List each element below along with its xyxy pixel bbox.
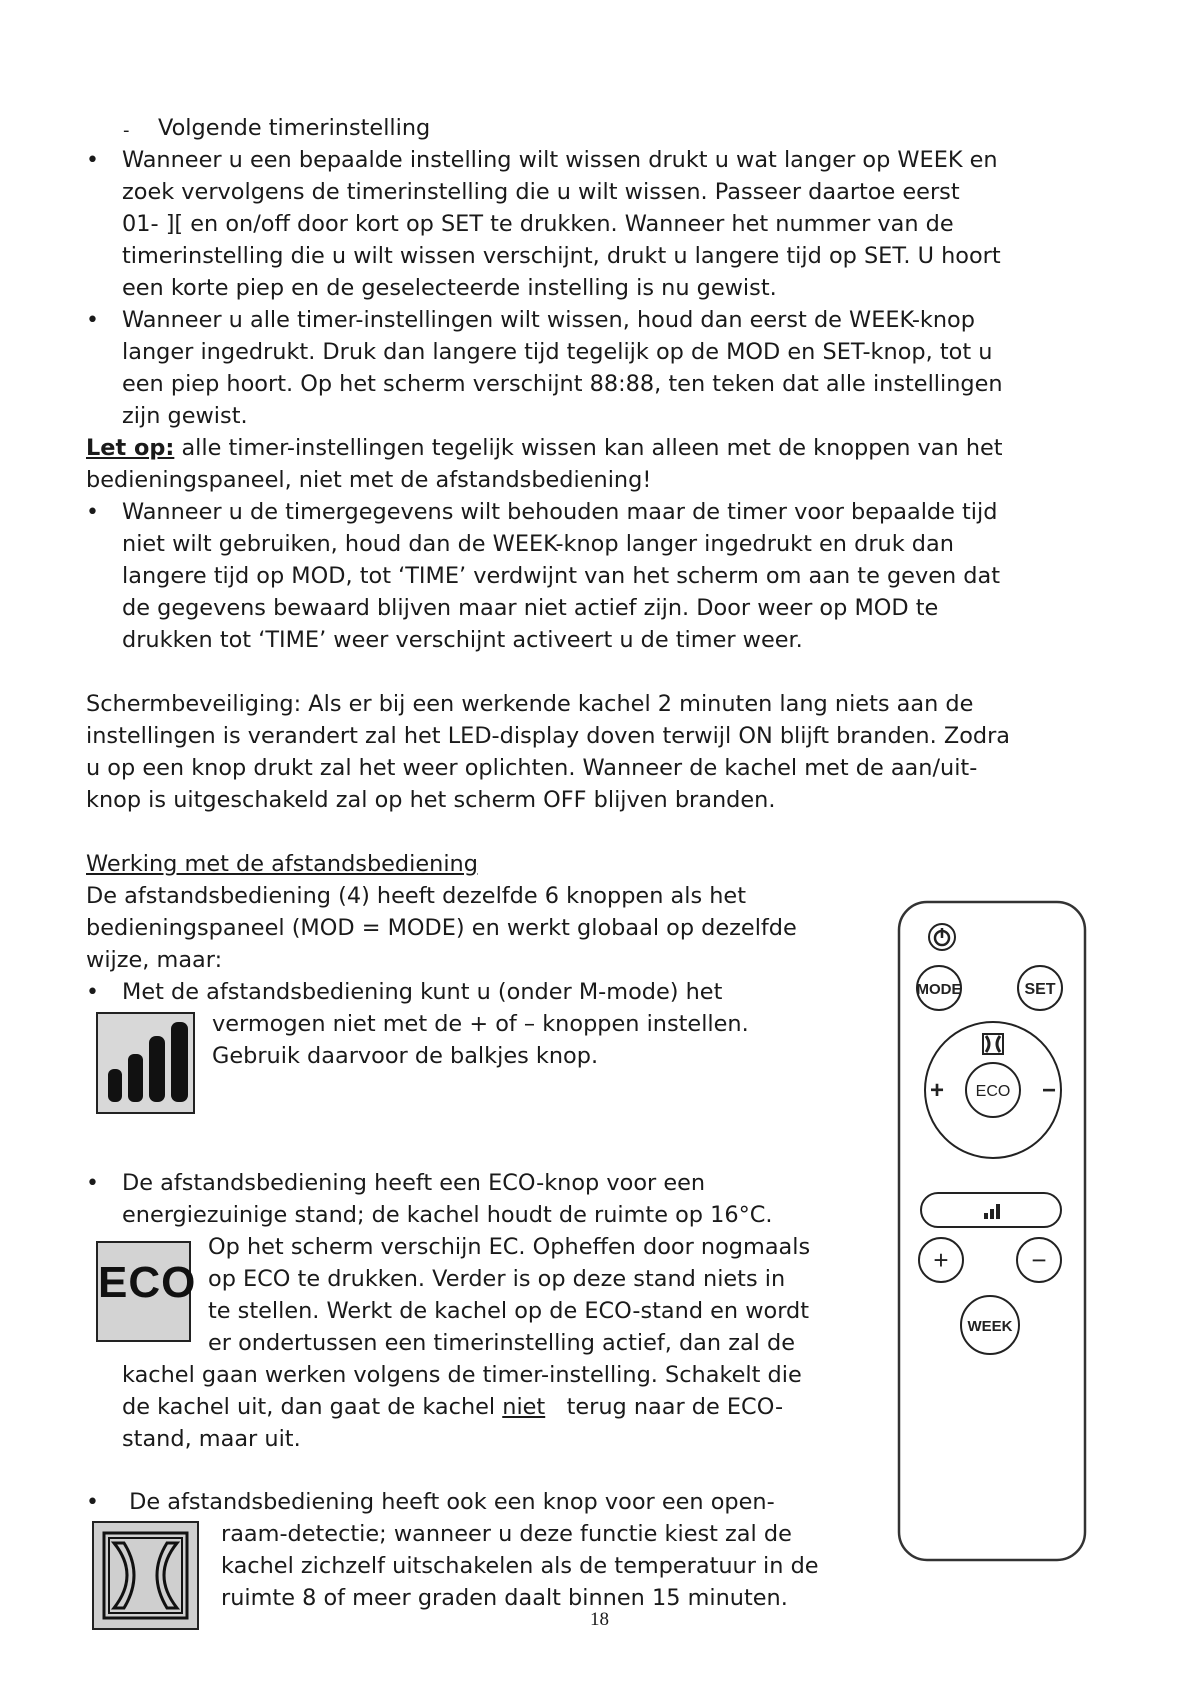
eco-item-line xyxy=(122,1392,783,1424)
screensaver-line: Schermbeveiliging: Als er bij een werkende kachel 2 minuten lang niets aan de xyxy=(86,691,974,717)
remote-mode-label: MODE xyxy=(916,981,962,998)
remote-minus-label: − xyxy=(1031,1245,1047,1275)
page-number: 18 xyxy=(590,1609,609,1630)
bullet-marker: • xyxy=(86,1490,99,1515)
bullet1-line: 01- ][ en on/off door kort op SET te drukken. Wanneer het nummer van de xyxy=(122,211,954,237)
window-item-line: kachel zichzelf uitschakelen als de temperatuur in de xyxy=(221,1553,819,1579)
screensaver-line: knop is uitgeschakeld zal op het scherm OFF blijven branden. xyxy=(86,787,776,813)
eco-item-emphasis: niet xyxy=(502,1394,546,1420)
dash-marker: - xyxy=(123,120,130,141)
bullet-marker: • xyxy=(86,308,99,333)
remote-intro-line: De afstandsbediening (4) heeft dezelfde 6 knoppen als het xyxy=(86,883,746,909)
remote-ring-minus-label: − xyxy=(1041,1077,1057,1104)
remote-eco-label: ECO xyxy=(975,1083,1011,1100)
note-label: Let op: xyxy=(86,435,175,461)
power-bars-icon xyxy=(96,1012,195,1114)
eco-item-line: stand, maar uit. xyxy=(122,1426,301,1452)
remote-mode-button xyxy=(917,966,962,1010)
note-text: alle timer-instellingen tegelijk wissen kan alleen met de knoppen van het xyxy=(174,435,1003,461)
bullet3-line: drukken tot ‘TIME’ weer verschijnt activeert u de timer weer. xyxy=(122,627,803,653)
bullet1-line: zoek vervolgens de timerinstelling die u wilt wissen. Passeer daartoe eerst xyxy=(122,179,960,205)
remote-set-label: SET xyxy=(1024,981,1056,998)
eco-item-line: De afstandsbediening heeft een ECO-knop voor een xyxy=(122,1170,706,1196)
eco-item-line: kachel gaan werken volgens de timer-instelling. Schakelt die xyxy=(122,1362,802,1388)
remote-minus-button xyxy=(1017,1238,1061,1282)
bullet3-line: Wanneer u de timergegevens wilt behouden maar de timer voor bepaalde tijd xyxy=(122,499,998,525)
remote-week-label: WEEK xyxy=(967,1318,1013,1335)
power-item-line: Gebruik daarvoor de balkjes knop. xyxy=(212,1043,599,1069)
bullet2-line: zijn gewist. xyxy=(122,403,248,429)
bullet3-line: de gegevens bewaard blijven maar niet actief zijn. Door weer op MOD te xyxy=(122,595,939,621)
screensaver-line: instellingen is verandert zal het LED-display doven terwijl ON blijft branden. Zodra xyxy=(86,723,1011,749)
window-item-line: raam-detectie; wanneer u deze functie kiest zal de xyxy=(221,1521,792,1547)
eco-icon xyxy=(96,1241,197,1342)
window-item-line: ruimte 8 of meer graden daalt binnen 15 minuten. xyxy=(221,1585,788,1611)
bullet1-line: Wanneer u een bepaalde instelling wilt wissen drukt u wat langer op WEEK en xyxy=(122,147,998,173)
bullet1-line: timerinstelling die u wilt wissen verschijnt, drukt u langere tijd op SET. U hoort xyxy=(122,243,1001,269)
remote-plus-button xyxy=(919,1238,963,1282)
eco-item-text: de kachel uit, dan gaat de kachel xyxy=(122,1394,503,1420)
remote-bars-button xyxy=(921,1193,1061,1227)
bullet-marker: • xyxy=(86,500,99,525)
note-paragraph xyxy=(86,433,1003,465)
remote-week-button xyxy=(961,1296,1019,1354)
power-item-line: vermogen niet met de + of – knoppen instellen. xyxy=(212,1011,749,1037)
bullet3-line: langere tijd op MOD, tot ‘TIME’ verdwijnt van het scherm om aan te geven dat xyxy=(122,563,1001,589)
bullet-marker: • xyxy=(86,980,99,1005)
eco-item-line: er ondertussen een timerinstelling actief, dan zal de xyxy=(208,1330,795,1356)
remote-plus-label: + xyxy=(933,1245,949,1275)
bullet-marker: • xyxy=(86,1171,99,1196)
remote-ring-plus-label: + xyxy=(929,1077,945,1104)
section-heading: Werking met de afstandsbediening xyxy=(86,851,478,877)
window-icon xyxy=(983,1034,1003,1054)
power-item-line: Met de afstandsbediening kunt u (onder M-mode) het xyxy=(122,979,723,1005)
bullet2-line: een piep hoort. Op het scherm verschijnt 88:88, ten teken dat alle instellingen xyxy=(122,371,1003,397)
bullet2-line: Wanneer u alle timer-instellingen wilt wissen, houd dan eerst de WEEK-knop xyxy=(122,307,975,333)
dash-item-text: Volgende timerinstelling xyxy=(158,115,431,141)
eco-item-line: Op het scherm verschijn EC. Opheffen door nogmaals xyxy=(208,1234,811,1260)
remote-intro-line: wijze, maar: xyxy=(86,947,223,973)
eco-item-text: terug naar de ECO- xyxy=(545,1394,784,1420)
remote-set-button xyxy=(1018,966,1062,1010)
eco-item-line: op ECO te drukken. Verder is op deze stand niets in xyxy=(208,1266,786,1292)
note-line: bedieningspaneel, niet met de afstandsbediening! xyxy=(86,467,652,493)
bullet-marker: • xyxy=(86,148,99,173)
screensaver-line: u op een knop drukt zal het weer oplichten. Wanneer de kachel met de aan/uit- xyxy=(86,755,978,781)
remote-intro-line: bedieningspaneel (MOD = MODE) en werkt globaal op dezelfde xyxy=(86,915,797,941)
bullet2-line: langer ingedrukt. Druk dan langere tijd tegelijk op de MOD en SET-knop, tot u xyxy=(122,339,993,365)
eco-item-line: te stellen. Werkt de kachel op de ECO-stand en wordt xyxy=(208,1298,810,1324)
window-item-line: De afstandsbediening heeft ook een knop voor een open- xyxy=(122,1489,775,1515)
eco-item-line: energiezuinige stand; de kachel houdt de ruimte op 16°C. xyxy=(122,1202,773,1228)
open-window-icon xyxy=(92,1521,199,1630)
eco-icon-label: ECO xyxy=(98,1258,197,1307)
remote-control-illustration xyxy=(897,900,1087,1575)
bullet3-line: niet wilt gebruiken, houd dan de WEEK-knop langer ingedrukt en druk dan xyxy=(122,531,954,557)
bullet1-line: een korte piep en de geselecteerde instelling is nu gewist. xyxy=(122,275,777,301)
